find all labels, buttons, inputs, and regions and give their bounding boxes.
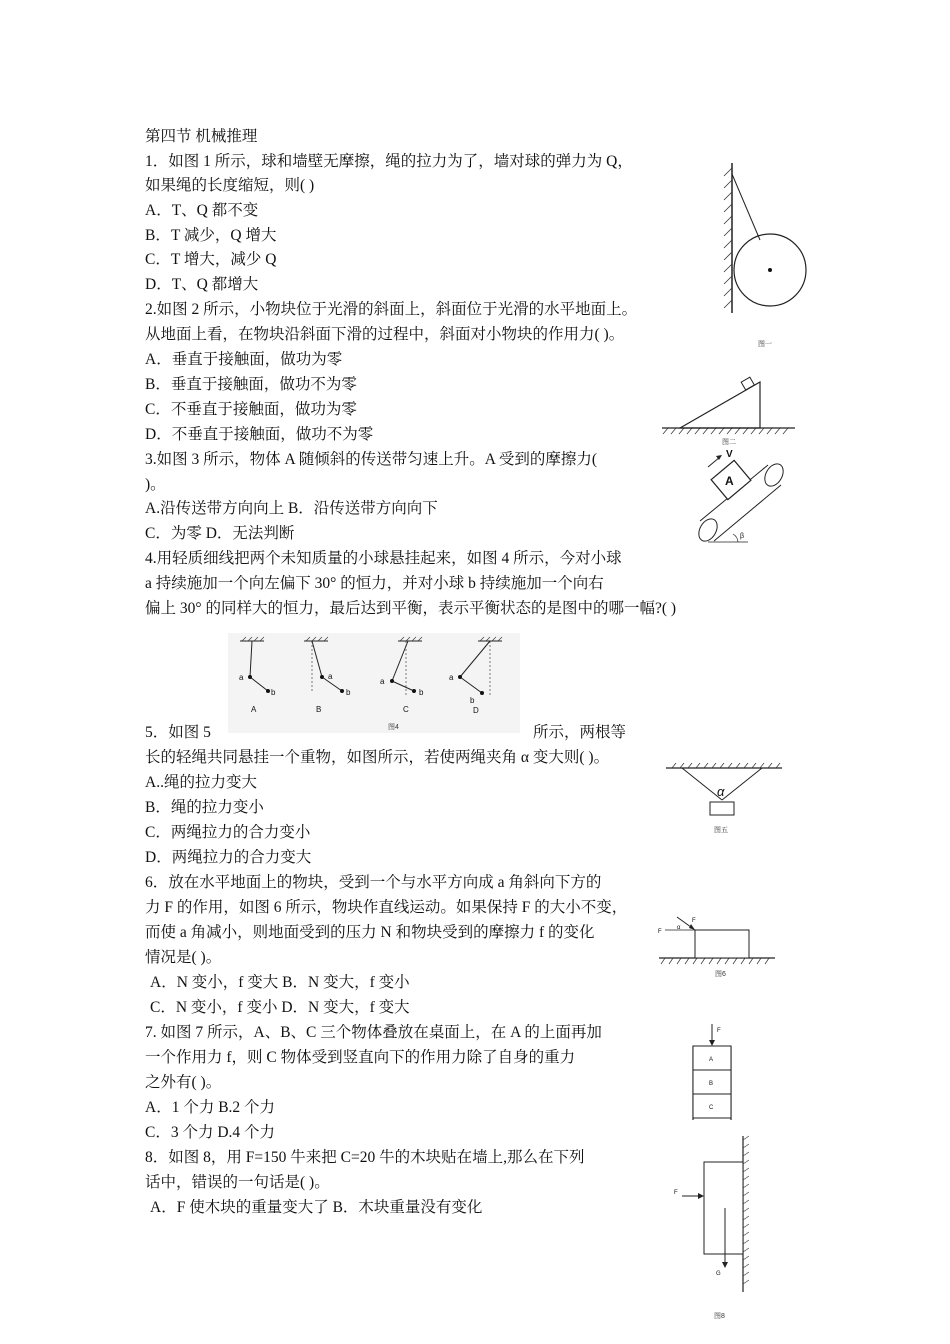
q2-option-d: D．不垂直于接触面，做功不为零 [145, 426, 374, 443]
figure-1-caption: 图一 [758, 341, 772, 348]
section-title: 第四节 机械推理 [145, 128, 258, 145]
figure-4-d-ball-a: a [449, 673, 454, 682]
q2-option-a: A．垂直于接触面，做功为零 [145, 351, 343, 368]
figure-6-block-force [655, 912, 780, 982]
q5-option-a: A..绳的拉力变大 [145, 774, 257, 791]
figure-4-a-ball-b: b [271, 688, 276, 697]
q1-option-a: A．T、Q 都不变 [145, 202, 259, 219]
q5-stem-line2: 长的轻绳共同悬挂一个重物，如图所示，若使两绳夹角 α 变大则( )。 [145, 749, 610, 766]
figure-7-block-c: C [709, 1105, 714, 1111]
figure-4-options [228, 633, 520, 733]
figure-4-b-ball-b: b [346, 688, 351, 697]
figure-4-caption: 图4 [388, 724, 399, 731]
q7-stem-line1: 7. 如图 7 所示，A、B、C 三个物体叠放在桌面上，在 A 的上面再加 [145, 1024, 602, 1041]
figure-3-conveyor [688, 445, 788, 545]
figure-4-label-c: C [403, 705, 409, 714]
figure-4-a-ball-a: a [239, 673, 244, 682]
figure-4-b-ball-a: a [328, 672, 333, 681]
q1-option-c: C．T 增大，减少 Q [145, 251, 277, 268]
q1-stem-line2: 如果绳的长度缩短，则( ) [145, 177, 315, 194]
q5-option-b: B．绳的拉力变小 [145, 799, 264, 816]
figure-6-alpha: α [677, 925, 681, 931]
figure-5-alpha: α [717, 784, 725, 799]
q1-option-b: B．T 减少，Q 增大 [145, 227, 277, 244]
q7-stem-line3: 之外有( )。 [145, 1074, 222, 1091]
q8-stem-line2: 话中，错误的一句话是( )。 [145, 1174, 330, 1191]
figure-6-caption: 图6 [715, 971, 726, 978]
figure-6-f-top: F [692, 918, 696, 924]
q7-options-cd: C．3 个力 D.4 个力 [145, 1124, 276, 1141]
q2-option-b: B．垂直于接触面，做功不为零 [145, 376, 357, 393]
figure-8-caption: 图8 [714, 1313, 725, 1320]
q6-stem-line1: 6．放在水平地面上的物块，受到一个与水平方向成 a 角斜向下方的 [145, 874, 602, 891]
figure-3-velocity: V [726, 449, 733, 460]
q7-options-ab: A．1 个力 B.2 个力 [145, 1099, 276, 1116]
figure-4-d-ball-b: b [470, 696, 475, 705]
figure-4-label-b: B [316, 705, 322, 714]
q2-stem-line2: 从地面上看，在物块沿斜面下滑的过程中，斜面对小物块的作用力( )。 [145, 326, 625, 343]
figure-4-label-d: D [473, 706, 479, 715]
figure-1-ball-wall [712, 158, 822, 353]
figure-5-caption: 图五 [714, 827, 728, 834]
q4-stem-line2: a 持续施加一个向左偏下 30° 的恒力，并对小球 b 持续施加一个向右 [145, 575, 604, 592]
figure-4-c-ball-a: a [380, 677, 385, 686]
q4-stem-line3: 偏上 30° 的同样大的恒力，最后达到平衡，表示平衡状态的是图中的哪一幅?( ) [145, 600, 677, 617]
q7-stem-line2: 一个作用力 f，则 C 物体受到竖直向下的作用力除了自身的重力 [145, 1049, 576, 1066]
figure-7-block-b: B [709, 1081, 714, 1087]
q6-options-ab: A．N 变小，f 变大 B．N 变大，f 变小 [150, 974, 410, 991]
q3-options-cd: C．为零 D．无法判断 [145, 525, 295, 542]
q8-stem-line1: 8．如图 8，用 F=150 牛来把 C=20 牛的木块贴在墙上,那么在下列 [145, 1149, 585, 1166]
figure-7-block-a: A [709, 1057, 714, 1063]
q3-options-ab: A.沿传送带方向向上 B．沿传送带方向向下 [145, 500, 438, 517]
q1-option-d: D．T、Q 都增大 [145, 276, 259, 293]
q8-options-ab: A．F 使木块的重量变大了 B．木块重量没有变化 [150, 1199, 483, 1216]
figure-8-block-wall [668, 1132, 768, 1322]
q5-option-d: D．两绳拉力的合力变大 [145, 849, 312, 866]
q6-stem-line4: 情况是( )。 [145, 949, 222, 966]
figure-4-label-a: A [251, 705, 257, 714]
q5-stem-line1-start: 5．如图 5 [145, 724, 211, 741]
q4-stem-line1: 4.用轻质细线把两个未知质量的小球悬挂起来，如图 4 所示，今对小球 [145, 550, 622, 567]
q5-option-c: C．两绳拉力的合力变小 [145, 824, 311, 841]
q5-stem-line1-end: 所示，两根等 [533, 724, 627, 741]
q1-stem-line1: 1．如图 1 所示，球和墙壁无摩擦，绳的拉力为了，墙对球的弹力为 Q， [145, 153, 633, 170]
figure-2-incline [660, 372, 800, 447]
q6-stem-line3: 而使 a 角减小，则地面受到的压力 N 和物块受到的摩擦力 f 的变化 [145, 924, 595, 941]
figure-2-caption: 图二 [722, 439, 736, 446]
figure-6-f-left: F [658, 929, 662, 935]
figure-3-block-label: A [725, 474, 734, 488]
figure-8-f-label: F [674, 1190, 678, 1196]
q6-stem-line2: 力 F 的作用，如图 6 所示，物块作直线运动。如果保持 F 的大小不变， [145, 899, 628, 916]
figure-4-c-ball-b: b [419, 688, 424, 697]
figure-7-stacked-blocks [685, 1018, 740, 1126]
q2-stem-line1: 2.如图 2 所示，小物块位于光滑的斜面上，斜面位于光滑的水平地面上。 [145, 301, 638, 318]
figure-8-g-label: G [716, 1271, 721, 1277]
figure-7-f-label: F [717, 1028, 721, 1034]
figure-3-beta: β [740, 533, 745, 540]
q2-option-c: C．不垂直于接触面，做功为零 [145, 401, 357, 418]
figure-5-two-ropes [662, 758, 787, 838]
q3-stem-line1: 3.如图 3 所示，物体 A 随倾斜的传送带匀速上升。A 受到的摩擦力( [145, 451, 598, 468]
q3-stem-line2: )。 [145, 476, 166, 493]
q6-options-cd: C．N 变小，f 变小 D．N 变大，f 变大 [150, 999, 410, 1016]
